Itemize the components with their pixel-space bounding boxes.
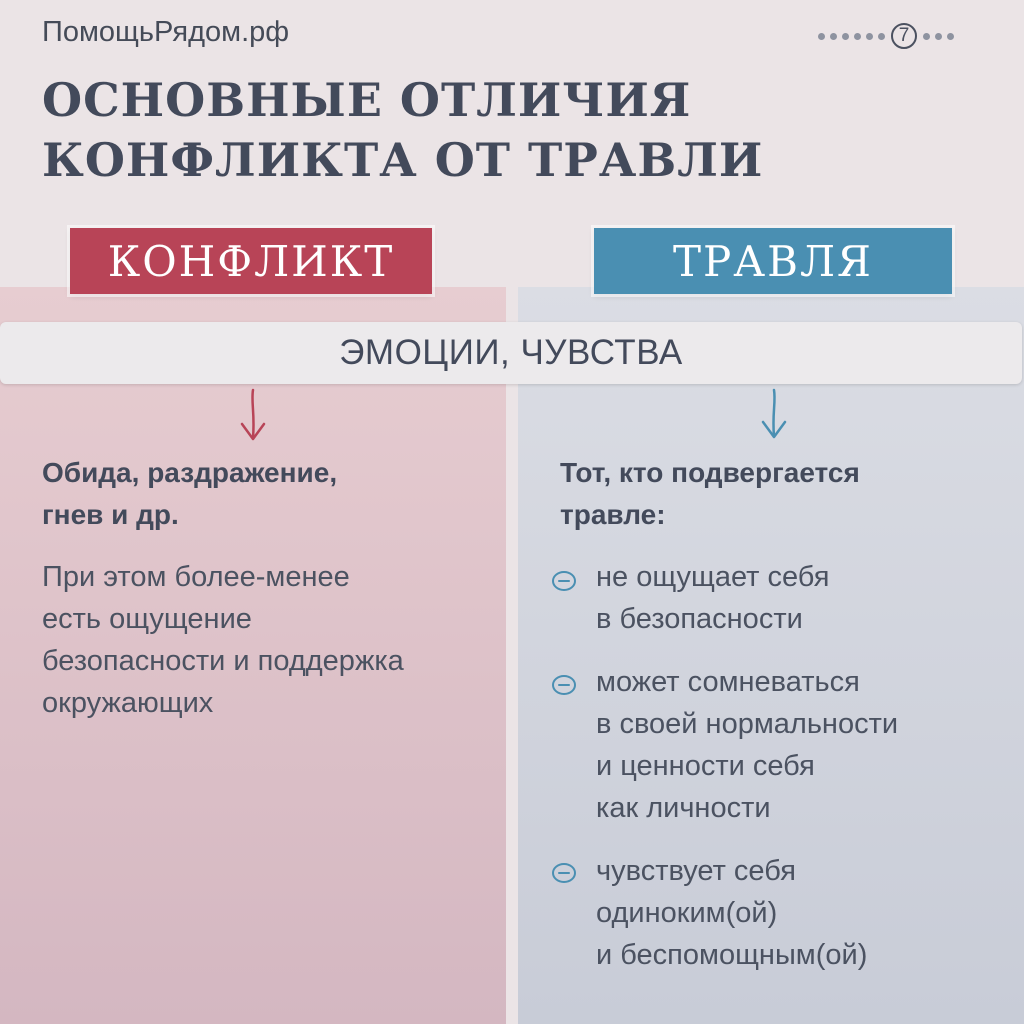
- bullying-heading: [560, 452, 860, 536]
- item-line: в своей нормальности: [596, 708, 899, 740]
- conflict-label: КОНФЛИКТ: [70, 228, 432, 294]
- minus-circle-icon: [551, 570, 577, 592]
- page-dot: [923, 33, 930, 40]
- text-line: окружающих: [42, 687, 214, 719]
- page-dot: [866, 33, 873, 40]
- page-indicator: [818, 22, 998, 50]
- heading-line: Тот, кто подвергается: [560, 457, 860, 488]
- text-line: безопасности и поддержка: [42, 645, 404, 677]
- bullying-label: ТРАВЛЯ: [594, 228, 952, 294]
- bullying-item: [596, 556, 830, 640]
- item-line: чувствует себя: [596, 855, 796, 887]
- conflict-text: [42, 556, 404, 724]
- text-line: есть ощущение: [42, 603, 252, 635]
- bullying-item: [596, 661, 898, 829]
- site-name: ПомощьРядом.рф: [42, 16, 290, 48]
- current-page-number: 7: [891, 23, 917, 49]
- heading-line: Обида, раздражение,: [42, 457, 338, 488]
- item-line: может сомневаться: [596, 666, 860, 698]
- page-dot: [947, 33, 954, 40]
- minus-circle-icon: [551, 862, 577, 884]
- conflict-heading: [42, 452, 337, 536]
- heading-line: гнев и др.: [42, 499, 179, 530]
- minus-circle-icon: [551, 674, 577, 696]
- arrow-down-icon: [759, 388, 789, 444]
- category-label: ЭМОЦИИ, ЧУВСТВА: [339, 333, 683, 372]
- page-dot: [830, 33, 837, 40]
- arrow-down-icon: [238, 388, 268, 444]
- page-dot: [842, 33, 849, 40]
- category-band: [0, 322, 1022, 384]
- item-line: не ощущает себя: [596, 561, 830, 593]
- title-line: КОНФЛИКТА ОТ ТРАВЛИ: [42, 133, 764, 187]
- page-title: [42, 70, 763, 190]
- bullying-item: [596, 850, 867, 976]
- title-line: ОСНОВНЫЕ ОТЛИЧИЯ: [42, 73, 692, 127]
- page-dot: [878, 33, 885, 40]
- item-line: в безопасности: [596, 603, 803, 635]
- page-dot: [935, 33, 942, 40]
- text-line: При этом более-менее: [42, 561, 350, 593]
- page-dot: [818, 33, 825, 40]
- item-line: и ценности себя: [596, 750, 815, 782]
- item-line: и беспомощным(ой): [596, 939, 868, 971]
- item-line: одиноким(ой): [596, 897, 778, 929]
- page-dot: [854, 33, 861, 40]
- heading-line: травле:: [560, 499, 666, 530]
- item-line: как личности: [596, 792, 771, 824]
